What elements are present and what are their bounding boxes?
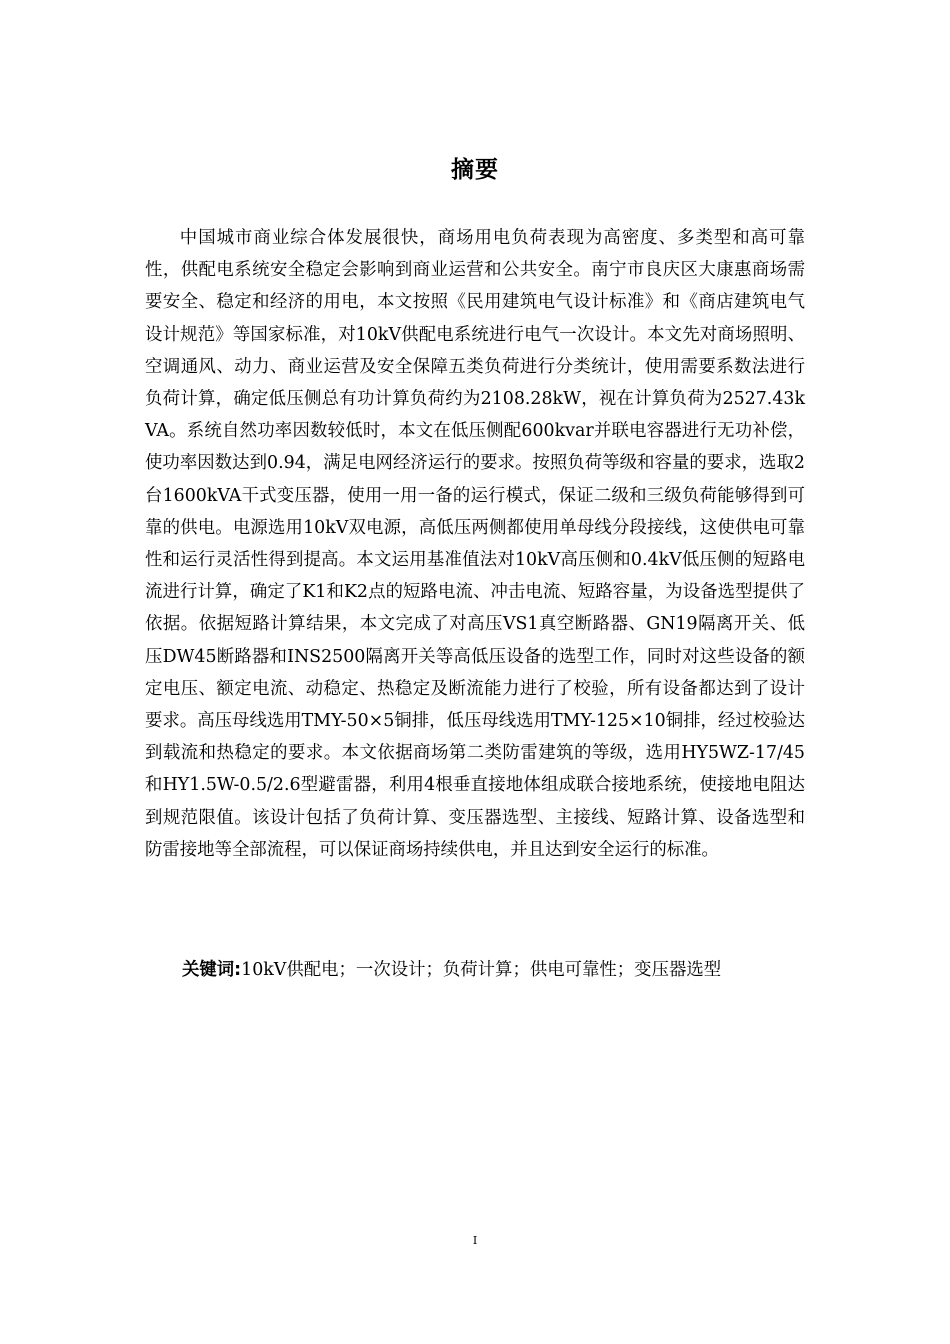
keywords-label: 关键词: bbox=[182, 960, 242, 980]
keywords-line bbox=[182, 954, 822, 986]
page-title: 摘要 bbox=[451, 157, 499, 183]
abstract-paragraph: 中国城市商业综合体发展很快，商场用电负荷表现为高密度、多类型和高可靠性，供配电系统安全稳定会影响到商业运营和公共安全。南宁市良庆区大康惠商场需要安全、稳定和经济的用电，本文按照《民用建筑电气设计标准》和《商店建筑电气设计规范》等国家标准，对10kV供配电系统进行电气一次设计。本文先对商场照明、空调通风、动力、商业运营及安全保障五类负荷进行分类统计，使用需要系数法进行负荷计算，确定低压侧总有功计算负荷约为2108.28kW，视在计算负荷为2527.43kVA。系统自然功率因数较低时，本文在低压侧配600kvar并联电容器进行无功补偿，使功率因数达到0.94，满足电网经济运行的要求。按照负荷等级和容量的要求，选取2台1600kVA干式变压器，使用一用一备的运行模式，保证二级和三级负荷能够得到可靠的供电。电源选用10kV双电源，高低压两侧都使用单母线分段接线，这使供电可靠性和运行灵活性得到提高。本文运用基准值法对10kV高压侧和0.4kV低压侧的短路电流进行计算，确定了K1和K2点的短路电流、冲击电流、短路容量，为设备选型提供了依据。依据短路计算结果，本文完成了对高压VS1真空断路器、GN19隔离开关、低压DW45断路器和INS2500隔离开关等高低压设备的选型工作，同时对这些设备的额定电压、额定电流、动稳定、热稳定及断流能力进行了校验，所有设备都达到了设计要求。高压母线选用TMY-50×5铜排，低压母线选用TMY-125×10铜排，经过校验达到载流和热稳定的要求。本文依据商场第二类防雷建筑的等级，选用HY5WZ-17/45和HY1.5W-0.5/2.6型避雷器，利用4根垂直接地体组成联合接地系统，使接地电阻达到规范限值。该设计包括了负荷计算、变压器选型、主接线、短路计算、设备选型和防雷接地等全部流程，可以保证商场持续供电，并且达到安全运行的标准。 bbox=[145, 228, 805, 860]
keywords-list: 10kV供配电；一次设计；负荷计算；供电可靠性；变压器选型 bbox=[241, 960, 722, 980]
page-number: I bbox=[472, 1234, 478, 1247]
